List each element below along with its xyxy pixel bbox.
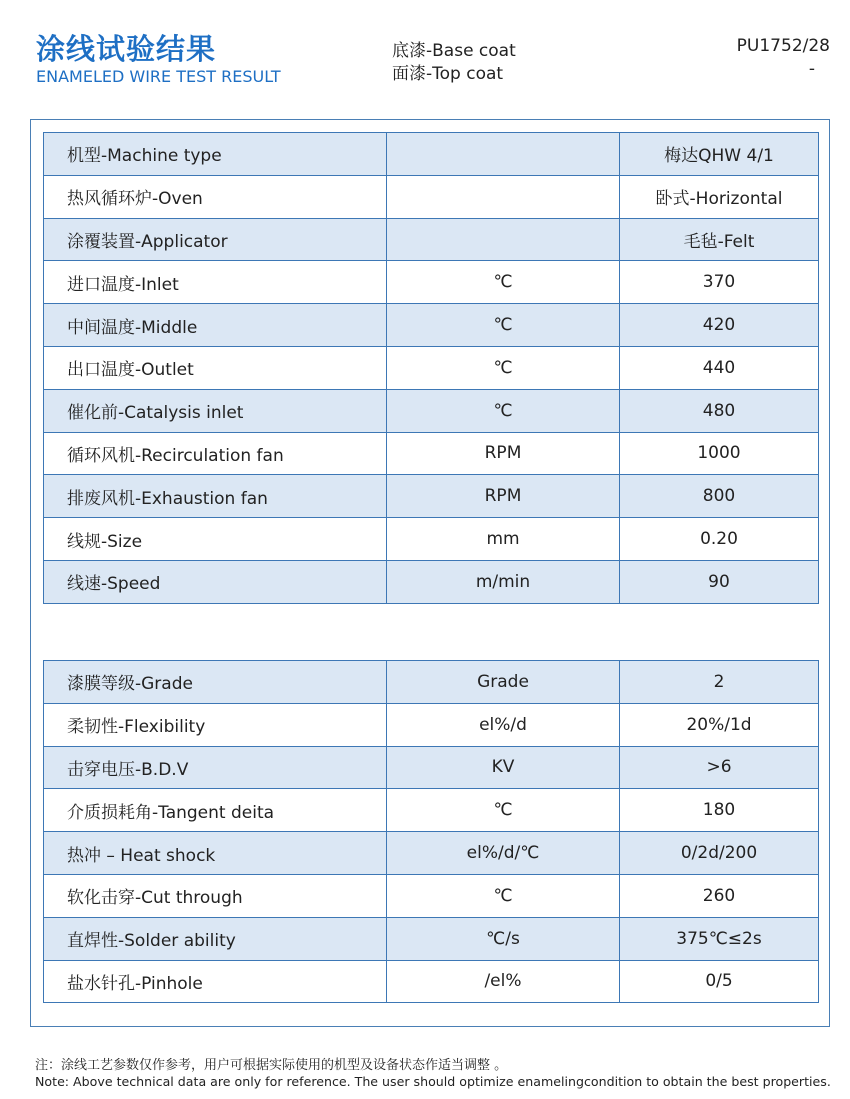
- param-name-cell: 热冲 – Heat shock: [44, 832, 387, 875]
- param-value-cell: 180: [620, 789, 819, 832]
- table-row: [44, 560, 819, 603]
- param-unit-cell: /el%: [387, 960, 620, 1003]
- table-row: [44, 133, 819, 176]
- param-unit-cell: ℃: [387, 261, 620, 304]
- table-row: [44, 832, 819, 875]
- param-unit-cell: KV: [387, 746, 620, 789]
- param-value-cell: 90: [620, 560, 819, 603]
- param-value-cell: 20%/1d: [620, 703, 819, 746]
- param-name-cell: 涂覆装置-Applicator: [44, 218, 387, 261]
- table-row: [44, 874, 819, 917]
- param-unit-cell: ℃: [387, 389, 620, 432]
- param-unit-cell: m/min: [387, 560, 620, 603]
- top-coat-label: 面漆-Top coat: [392, 64, 504, 84]
- param-value-cell: 梅达QHW 4/1: [620, 133, 819, 176]
- param-name-cell: 热风循环炉-Oven: [44, 175, 387, 218]
- page-title-en: ENAMELED WIRE TEST RESULT: [36, 67, 281, 86]
- param-value-cell: 370: [620, 261, 819, 304]
- param-value-cell: 1000: [620, 432, 819, 475]
- note-cn: 注：涂线工艺参数仅作参考，用户可根据实际使用的机型及设备状态作适当调整 。: [35, 1058, 508, 1073]
- param-name-cell: 直焊性-Solder ability: [44, 917, 387, 960]
- machine-parameters-table: [43, 132, 819, 604]
- param-name-cell: 进口温度-Inlet: [44, 261, 387, 304]
- note-en: Note: Above technical data are only for reference. The user should optimize enamelingcondition to obtain the best properties.: [35, 1074, 831, 1089]
- param-unit-cell: ℃: [387, 874, 620, 917]
- param-name-cell: 机型-Machine type: [44, 133, 387, 176]
- table-row: [44, 432, 819, 475]
- table-row: [44, 518, 819, 561]
- param-value-cell: 0/2d/200: [620, 832, 819, 875]
- table-row: [44, 261, 819, 304]
- test-results-table: [43, 660, 819, 1003]
- param-value-cell: 480: [620, 389, 819, 432]
- param-value-cell: 375℃≤2s: [620, 917, 819, 960]
- product-code-sub: -: [808, 59, 815, 79]
- param-name-cell: 线规-Size: [44, 518, 387, 561]
- param-name-cell: 漆膜等级-Grade: [44, 661, 387, 704]
- param-unit-cell: el%/d: [387, 703, 620, 746]
- table-row: [44, 304, 819, 347]
- param-unit-cell: el%/d/℃: [387, 832, 620, 875]
- table-row: [44, 218, 819, 261]
- table-row: [44, 789, 819, 832]
- param-name-cell: 循环风机-Recirculation fan: [44, 432, 387, 475]
- table-row: [44, 346, 819, 389]
- table-row: [44, 661, 819, 704]
- param-unit-cell: ℃: [387, 789, 620, 832]
- table-row: [44, 389, 819, 432]
- table-row: [44, 960, 819, 1003]
- param-name-cell: 介质损耗角-Tangent deita: [44, 789, 387, 832]
- param-value-cell: 2: [620, 661, 819, 704]
- param-unit-cell: mm: [387, 518, 620, 561]
- param-name-cell: 催化前-Catalysis inlet: [44, 389, 387, 432]
- param-unit-cell: [387, 175, 620, 218]
- param-name-cell: 柔韧性-Flexibility: [44, 703, 387, 746]
- param-value-cell: 800: [620, 475, 819, 518]
- param-value-cell: 卧式-Horizontal: [620, 175, 819, 218]
- param-unit-cell: ℃: [387, 304, 620, 347]
- param-value-cell: 440: [620, 346, 819, 389]
- param-unit-cell: ℃/s: [387, 917, 620, 960]
- param-unit-cell: [387, 218, 620, 261]
- param-name-cell: 排废风机-Exhaustion fan: [44, 475, 387, 518]
- param-unit-cell: [387, 133, 620, 176]
- param-name-cell: 线速-Speed: [44, 560, 387, 603]
- table-row: [44, 475, 819, 518]
- param-name-cell: 中间温度-Middle: [44, 304, 387, 347]
- param-name-cell: 盐水针孔-Pinhole: [44, 960, 387, 1003]
- product-code: PU1752/28: [736, 36, 830, 56]
- table-row: [44, 746, 819, 789]
- param-unit-cell: ℃: [387, 346, 620, 389]
- base-coat-label: 底漆-Base coat: [392, 41, 516, 61]
- param-value-cell: 260: [620, 874, 819, 917]
- page-header: [0, 0, 850, 110]
- table-row: [44, 917, 819, 960]
- table-row: [44, 703, 819, 746]
- param-value-cell: >6: [620, 746, 819, 789]
- param-unit-cell: Grade: [387, 661, 620, 704]
- param-name-cell: 软化击穿-Cut through: [44, 874, 387, 917]
- param-name-cell: 击穿电压-B.D.V: [44, 746, 387, 789]
- param-unit-cell: RPM: [387, 432, 620, 475]
- table-row: [44, 175, 819, 218]
- param-value-cell: 0/5: [620, 960, 819, 1003]
- page-title-cn: 涂线试验结果: [36, 32, 217, 66]
- param-value-cell: 420: [620, 304, 819, 347]
- param-value-cell: 毛毡-Felt: [620, 218, 819, 261]
- param-value-cell: 0.20: [620, 518, 819, 561]
- param-name-cell: 出口温度-Outlet: [44, 346, 387, 389]
- param-unit-cell: RPM: [387, 475, 620, 518]
